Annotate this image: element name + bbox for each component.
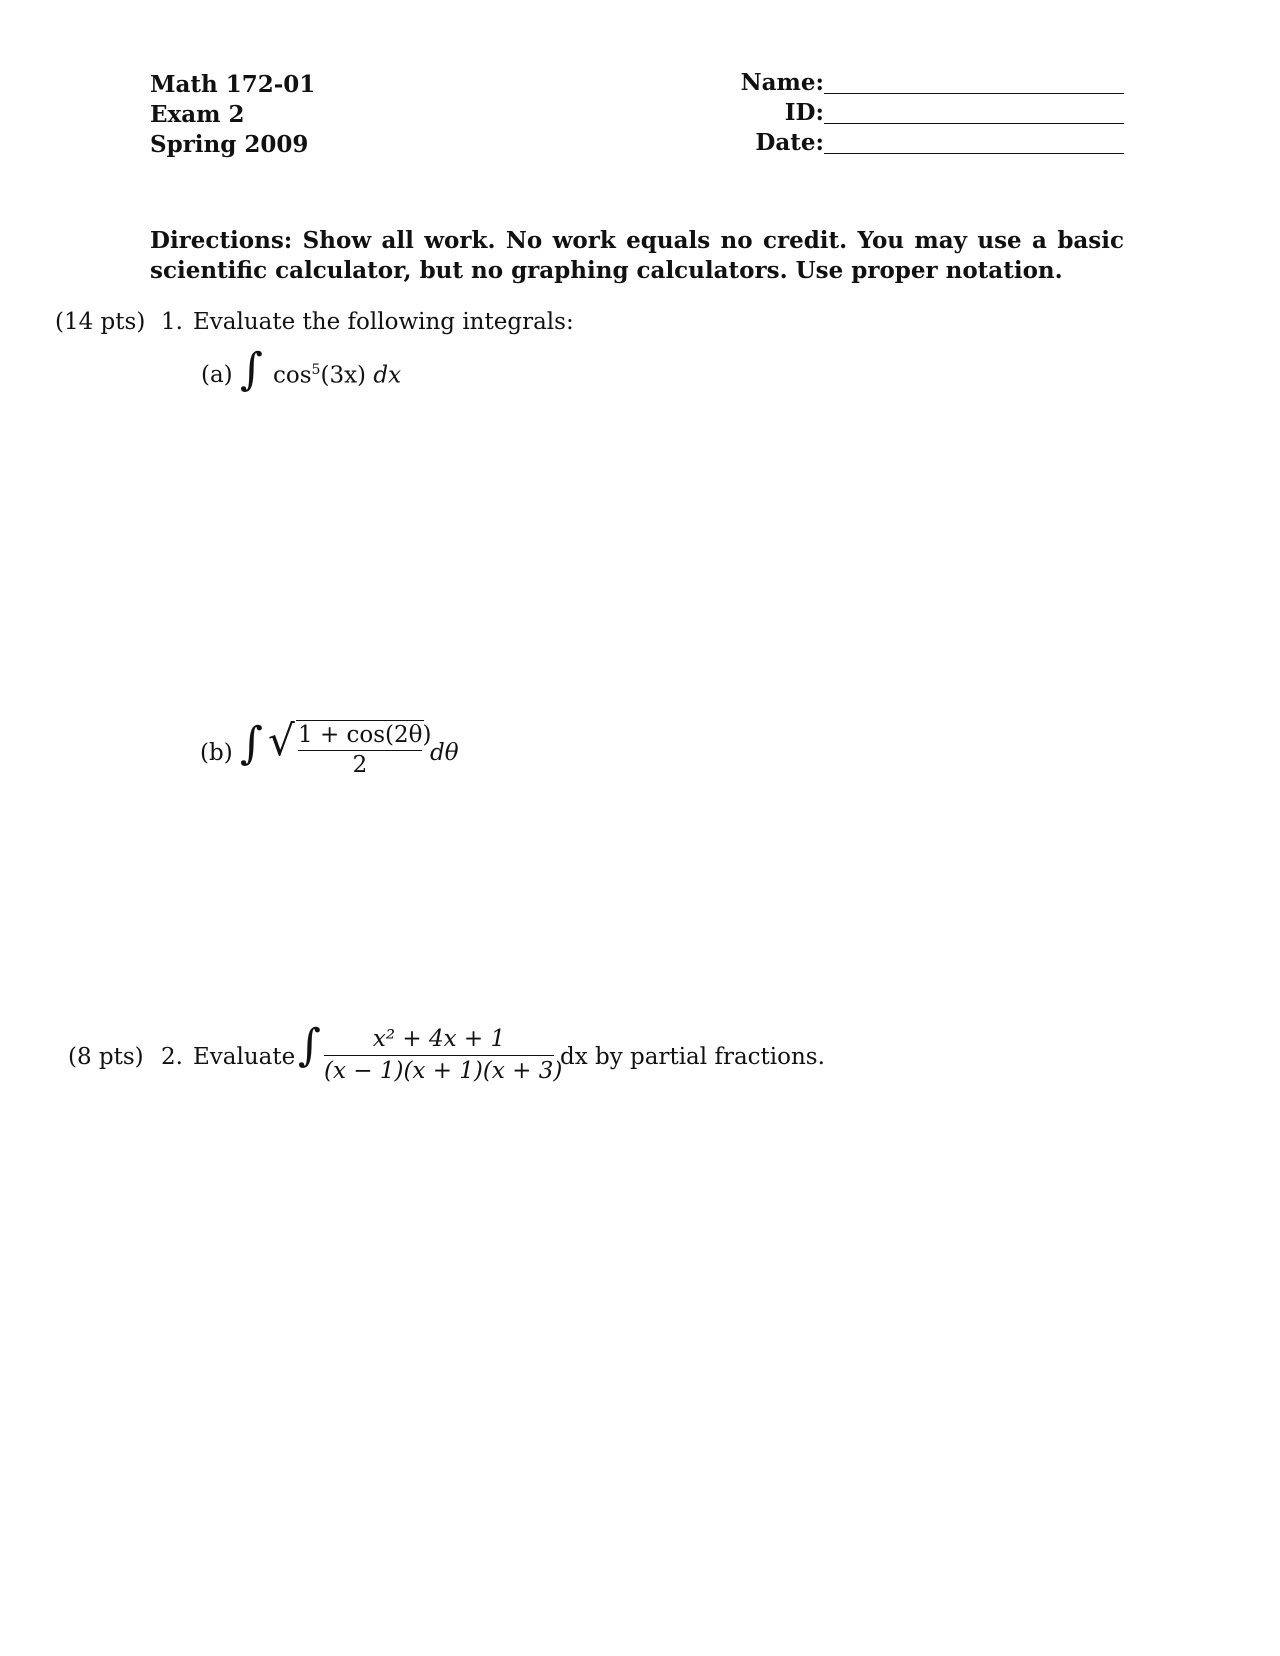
- part-a-integral-icon: ∫: [240, 344, 263, 395]
- id-label: ID:: [784, 99, 824, 126]
- exam-title: Exam 2: [150, 101, 245, 128]
- problem-1-points: (14 pts): [55, 309, 146, 335]
- part-b-sqrt-icon: √: [268, 716, 295, 765]
- part-a-exponent: 5: [311, 362, 321, 378]
- part-b-fraction: [298, 722, 432, 778]
- problem-2-suffix: dx by partial fractions.: [560, 1044, 825, 1070]
- part-b-fraction-bar: [298, 750, 422, 751]
- course-header: [150, 70, 315, 160]
- date-blank-line[interactable]: [824, 153, 1124, 154]
- directions-text: Directions: Show all work. No work equals no credit. You may use a basic scientific calculator, but no graphing calculators. Use proper notation.: [150, 227, 1124, 284]
- part-a-integrand: [273, 362, 401, 389]
- course-title: Math 172-01: [150, 71, 316, 98]
- name-field-row: [700, 68, 1124, 98]
- part-a-differential: dx: [373, 362, 402, 389]
- problem-2-fraction: [324, 1026, 563, 1084]
- name-label: Name:: [740, 69, 824, 96]
- problem-2-prompt: Evaluate: [193, 1044, 296, 1070]
- problem-2-integral-icon: ∫: [298, 1020, 321, 1071]
- part-a-argument: (3x): [320, 362, 367, 389]
- id-field-row: [700, 98, 1124, 128]
- part-b-differential: dθ: [430, 740, 459, 766]
- problem-2-points: (8 pts): [68, 1044, 144, 1070]
- part-a-label: (a): [201, 362, 233, 388]
- part-b-sqrt-overline: [296, 720, 424, 721]
- part-b-numerator: 1 + cos(2θ): [298, 722, 432, 748]
- exam-term: Spring 2009: [150, 131, 309, 158]
- problem-2-fraction-bar: [324, 1055, 554, 1056]
- problem-1-prompt: Evaluate the following integrals:: [193, 309, 574, 335]
- date-field-row: [700, 128, 1124, 158]
- part-b-denominator: 2: [352, 752, 368, 778]
- part-b-integral-icon: ∫: [240, 718, 263, 769]
- problem-2-number: 2.: [161, 1044, 183, 1070]
- date-label: Date:: [755, 129, 824, 156]
- id-blank-line[interactable]: [824, 123, 1124, 124]
- part-b-label: (b): [200, 740, 233, 766]
- part-a-func: cos: [273, 362, 312, 389]
- name-blank-line[interactable]: [824, 93, 1124, 94]
- problem-2-numerator: x² + 4x + 1: [372, 1026, 506, 1052]
- problem-2-denominator: (x − 1)(x + 1)(x + 3): [324, 1058, 563, 1084]
- problem-1-number: 1.: [161, 309, 183, 335]
